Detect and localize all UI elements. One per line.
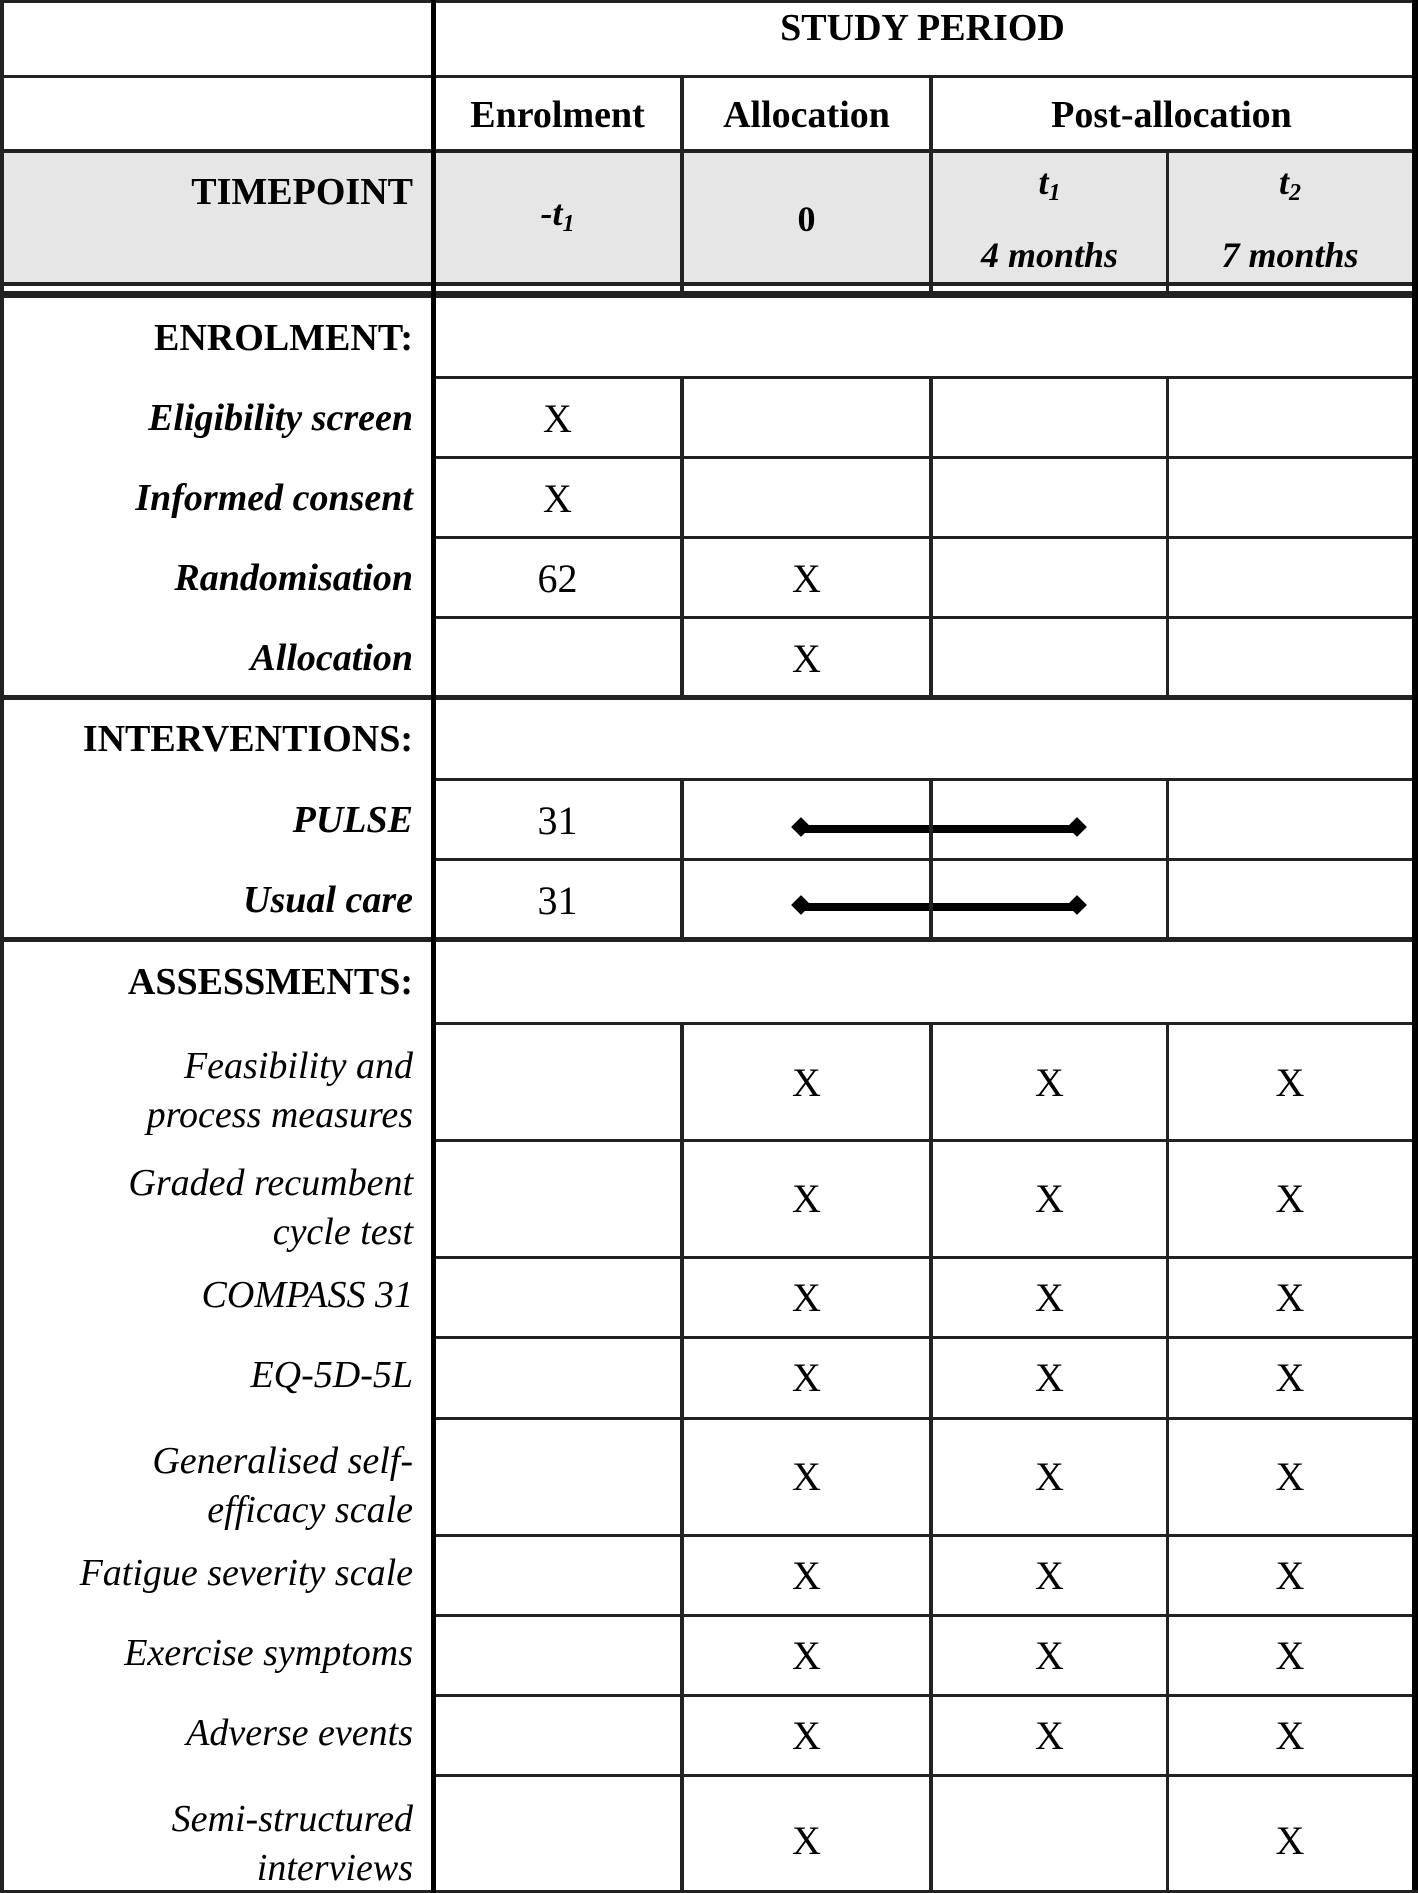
rule: [433, 778, 1412, 781]
cell-eq5d-allocation: X: [792, 1355, 821, 1400]
cell-adverse-t1: X: [1035, 1712, 1064, 1758]
row-label-self-efficacy: Generalised self- efficacy scale: [152, 1440, 413, 1531]
rule: [0, 282, 1412, 286]
row-label-interviews: Semi-structured interviews: [171, 1798, 413, 1889]
cell-fatigue-t1: X: [1035, 1552, 1064, 1598]
rule: [0, 291, 1412, 298]
cell-eligibility-enrolment: X: [543, 395, 572, 441]
row-label-graded-cycle-test: Graded recumbent cycle test: [128, 1162, 413, 1253]
cell-feasibility-t1: X: [1035, 1059, 1064, 1105]
timepoint-t1: $t_1$ 4 months: [980, 162, 1119, 275]
row-label-adverse-events: Adverse events: [186, 1712, 413, 1754]
rule: [433, 1774, 1412, 1777]
rule: [433, 376, 1412, 379]
timepoint-zero: 0: [797, 198, 816, 239]
rule: [433, 1534, 1412, 1537]
cell-pulse-enrolment: 31: [537, 797, 578, 843]
row-label-pulse: PULSE: [292, 799, 413, 841]
pulse-duration-arrow-icon: [800, 825, 1078, 833]
col-rule: [929, 780, 933, 940]
cell-compass-t2: X: [1275, 1274, 1305, 1320]
row-label-eq5d5l: EQ-5D-5L: [250, 1354, 413, 1396]
cell-feasibility-allocation: X: [792, 1059, 821, 1105]
rule: [0, 695, 1412, 700]
cell-consent-enrolment: X: [543, 475, 572, 521]
cell-self-efficacy-t1: X: [1035, 1454, 1064, 1499]
cell-adverse-t2: X: [1275, 1712, 1305, 1758]
cell-self-efficacy-allocation: X: [792, 1454, 821, 1499]
cell-compass-t1: X: [1035, 1274, 1064, 1320]
row-label-informed-consent: Informed consent: [135, 477, 413, 519]
rule: [0, 149, 1412, 153]
col-rule: [929, 1024, 933, 1893]
cell-graded-allocation: X: [792, 1176, 821, 1221]
row-label-usual-care: Usual care: [243, 879, 413, 921]
cell-exercise-t2: X: [1275, 1632, 1305, 1678]
border-top: [0, 0, 1418, 3]
rule: [0, 75, 1412, 78]
phase-enrolment: Enrolment: [470, 93, 645, 136]
col-rule: [1166, 1024, 1169, 1893]
col-rule: [1166, 378, 1169, 698]
rule: [433, 1256, 1412, 1259]
rule: [433, 1614, 1412, 1617]
rule: [0, 937, 1412, 942]
cell-usual-care-enrolment: 31: [537, 877, 578, 923]
cell-allocation-allocation: X: [792, 635, 821, 681]
row-label-feasibility: Feasibility and process measures: [146, 1045, 413, 1136]
section-enrolment-title: ENROLMENT:: [154, 317, 413, 359]
cell-compass-allocation: X: [792, 1274, 821, 1320]
cell-randomisation-enrolment: 62: [537, 555, 578, 601]
col-rule: [680, 780, 684, 940]
row-label-randomisation: Randomisation: [174, 557, 413, 599]
cell-fatigue-allocation: X: [792, 1552, 821, 1598]
phase-allocation: Allocation: [723, 93, 890, 136]
col-rule: [929, 77, 933, 298]
phase-post-allocation: Post-allocation: [1051, 93, 1292, 136]
cell-graded-t2: X: [1275, 1176, 1305, 1221]
cell-feasibility-t2: X: [1275, 1059, 1305, 1105]
rule: [433, 858, 1412, 861]
col-rule: [680, 378, 684, 698]
timepoint-label: TIMEPOINT: [191, 171, 413, 213]
section-interventions-title: INTERVENTIONS:: [82, 718, 413, 760]
cell-randomisation-allocation: X: [792, 555, 821, 601]
rule: [433, 616, 1412, 619]
rule: [433, 1336, 1412, 1339]
cell-graded-t1: X: [1035, 1176, 1064, 1221]
cell-eq5d-t1: X: [1035, 1355, 1064, 1400]
timepoint-t2: $t_2$ 7 months: [1221, 162, 1359, 275]
row-label-eligibility: Eligibility screen: [148, 397, 413, 439]
col-rule-label: [431, 0, 436, 1893]
cell-adverse-allocation: X: [792, 1712, 821, 1758]
row-label-exercise-symptoms: Exercise symptoms: [124, 1632, 413, 1674]
cell-fatigue-t2: X: [1275, 1552, 1305, 1598]
cell-interviews-t2: X: [1275, 1817, 1305, 1863]
row-label-fatigue-severity: Fatigue severity scale: [79, 1552, 413, 1594]
rule: [433, 1417, 1412, 1420]
rule: [433, 1139, 1412, 1142]
rule: [433, 1694, 1412, 1697]
rule: [433, 456, 1412, 459]
section-assessments-title: ASSESSMENTS:: [127, 961, 413, 1003]
timepoint-minus-t1: $-t_1$: [540, 193, 575, 237]
col-rule: [1166, 780, 1169, 940]
cell-exercise-allocation: X: [792, 1632, 821, 1678]
cell-eq5d-t2: X: [1275, 1355, 1305, 1400]
cell-interviews-allocation: X: [792, 1817, 821, 1863]
border-right: [1412, 0, 1418, 1893]
col-rule: [680, 1024, 684, 1893]
cell-self-efficacy-t2: X: [1275, 1454, 1305, 1499]
study-period-header: STUDY PERIOD: [780, 6, 1065, 49]
rule: [433, 536, 1412, 539]
rule: [433, 1022, 1412, 1025]
usual-care-duration-arrow-icon: [800, 903, 1078, 911]
col-rule: [680, 77, 684, 298]
row-label-allocation: Allocation: [250, 637, 413, 679]
col-rule: [929, 378, 933, 698]
col-rule: [1166, 152, 1169, 298]
row-label-compass31: COMPASS 31: [201, 1274, 413, 1316]
cell-exercise-t1: X: [1035, 1632, 1064, 1678]
